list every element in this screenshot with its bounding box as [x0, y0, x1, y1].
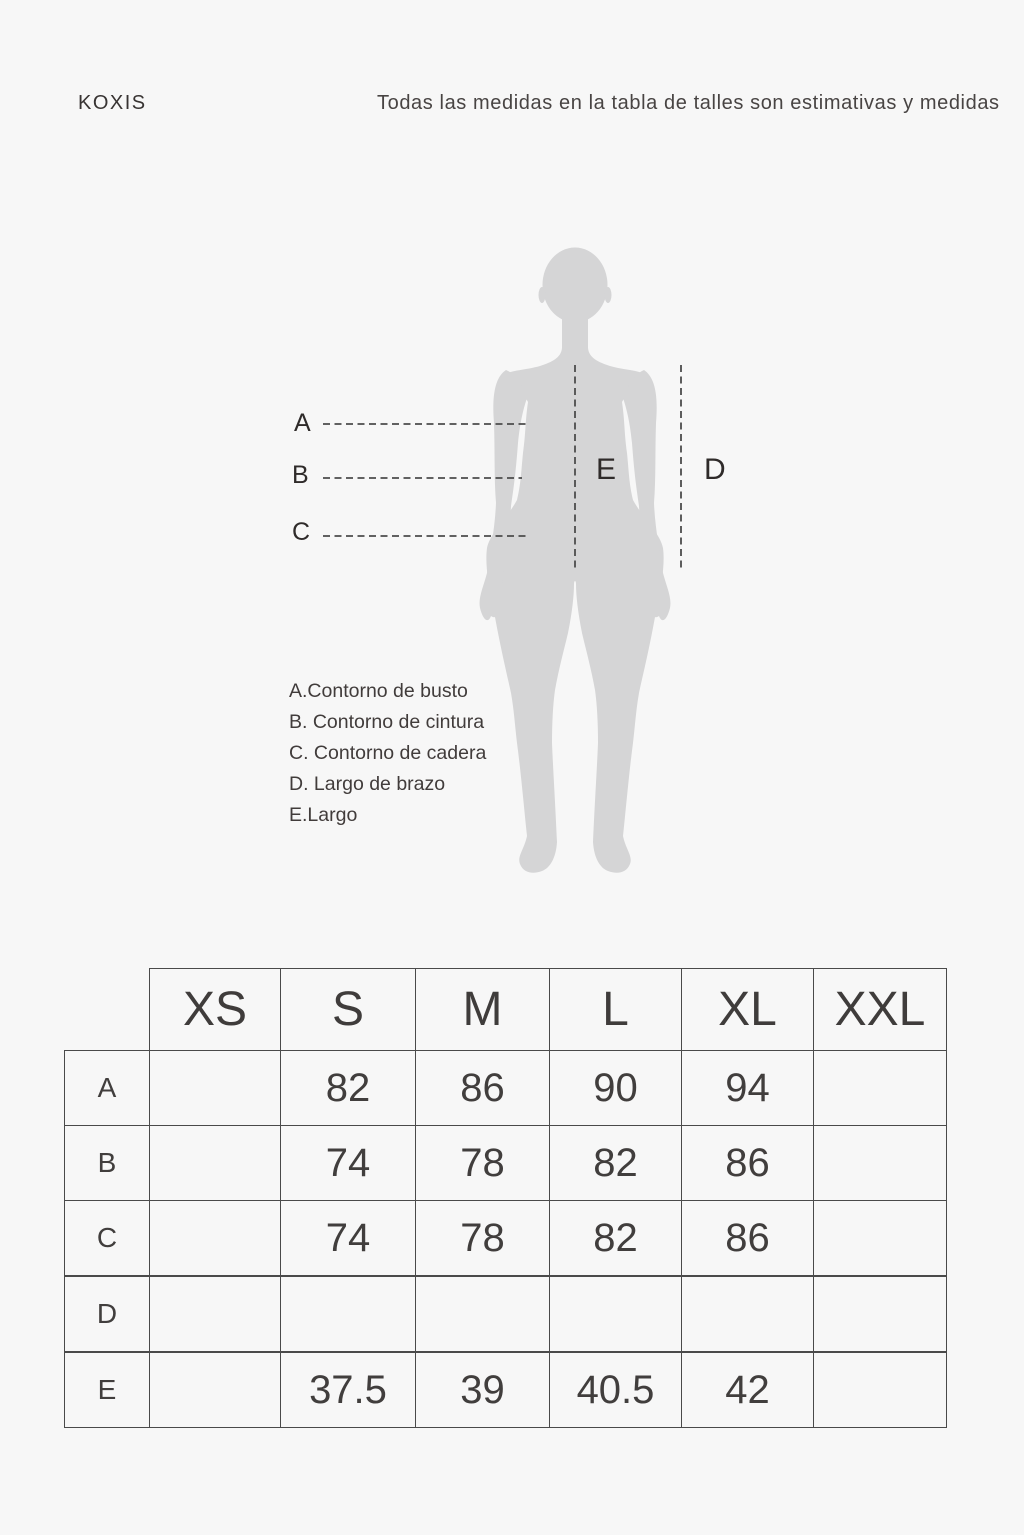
cell-e-l: 40.5	[550, 1352, 682, 1428]
brand-logo: KOXIS	[78, 92, 147, 114]
table-corner-cell	[65, 969, 150, 1051]
cell-b-xs	[150, 1126, 281, 1201]
cell-b-l: 82	[550, 1126, 682, 1201]
column-header-s: S	[281, 969, 416, 1051]
cell-d-xs	[150, 1276, 281, 1352]
cell-b-xxl	[814, 1126, 947, 1201]
cell-b-m: 78	[416, 1126, 550, 1201]
measurement-legend	[289, 676, 486, 831]
cell-c-m: 78	[416, 1201, 550, 1277]
measure-label-e: E	[596, 453, 617, 486]
column-header-xs: XS	[150, 969, 281, 1051]
table-row-b	[65, 1126, 947, 1201]
cell-c-xl: 86	[682, 1201, 814, 1277]
column-header-xl: XL	[682, 969, 814, 1051]
row-label-e: E	[65, 1352, 150, 1428]
cell-c-xxl	[814, 1201, 947, 1277]
legend-item-length: E.Largo	[289, 804, 358, 826]
measure-label-c: C	[292, 518, 311, 546]
cell-b-xl: 86	[682, 1126, 814, 1201]
size-table	[64, 968, 947, 1428]
legend-item-arm: D. Largo de brazo	[289, 773, 446, 795]
row-label-d: D	[65, 1276, 150, 1352]
cell-c-s: 74	[281, 1201, 416, 1277]
table-row-d	[65, 1276, 947, 1352]
cell-d-s	[281, 1276, 416, 1352]
cell-e-s: 37.5	[281, 1352, 416, 1428]
cell-d-xl	[682, 1276, 814, 1352]
cell-e-xs	[150, 1352, 281, 1428]
cell-e-xl: 42	[682, 1352, 814, 1428]
size-table-header-row	[65, 969, 947, 1051]
cell-c-xs	[150, 1201, 281, 1277]
row-label-c: C	[65, 1201, 150, 1277]
column-header-xxl: XXL	[814, 969, 947, 1051]
column-header-m: M	[416, 969, 550, 1051]
cell-c-l: 82	[550, 1201, 682, 1277]
cell-e-xxl	[814, 1352, 947, 1428]
cell-a-l: 90	[550, 1051, 682, 1126]
cell-a-s: 82	[281, 1051, 416, 1126]
cell-e-m: 39	[416, 1352, 550, 1428]
table-row-a	[65, 1051, 947, 1126]
cell-a-xs	[150, 1051, 281, 1126]
cell-d-m	[416, 1276, 550, 1352]
cell-a-m: 86	[416, 1051, 550, 1126]
cell-d-l	[550, 1276, 682, 1352]
legend-item-bust: A.Contorno de busto	[289, 680, 468, 702]
measure-label-a: A	[294, 409, 311, 437]
column-header-l: L	[550, 969, 682, 1051]
table-row-e	[65, 1352, 947, 1428]
cell-b-s: 74	[281, 1126, 416, 1201]
row-label-a: A	[65, 1051, 150, 1126]
cell-a-xl: 94	[682, 1051, 814, 1126]
measure-label-d: D	[704, 453, 726, 486]
measure-label-b: B	[292, 461, 309, 489]
cell-a-xxl	[814, 1051, 947, 1126]
table-row-c	[65, 1201, 947, 1277]
row-label-b: B	[65, 1126, 150, 1201]
cell-d-xxl	[814, 1276, 947, 1352]
legend-item-hip: C. Contorno de cadera	[289, 742, 487, 764]
disclaimer-text: Todas las medidas en la tabla de talles son estimativas y medidas	[377, 92, 1000, 114]
legend-item-waist: B. Contorno de cintura	[289, 711, 485, 733]
